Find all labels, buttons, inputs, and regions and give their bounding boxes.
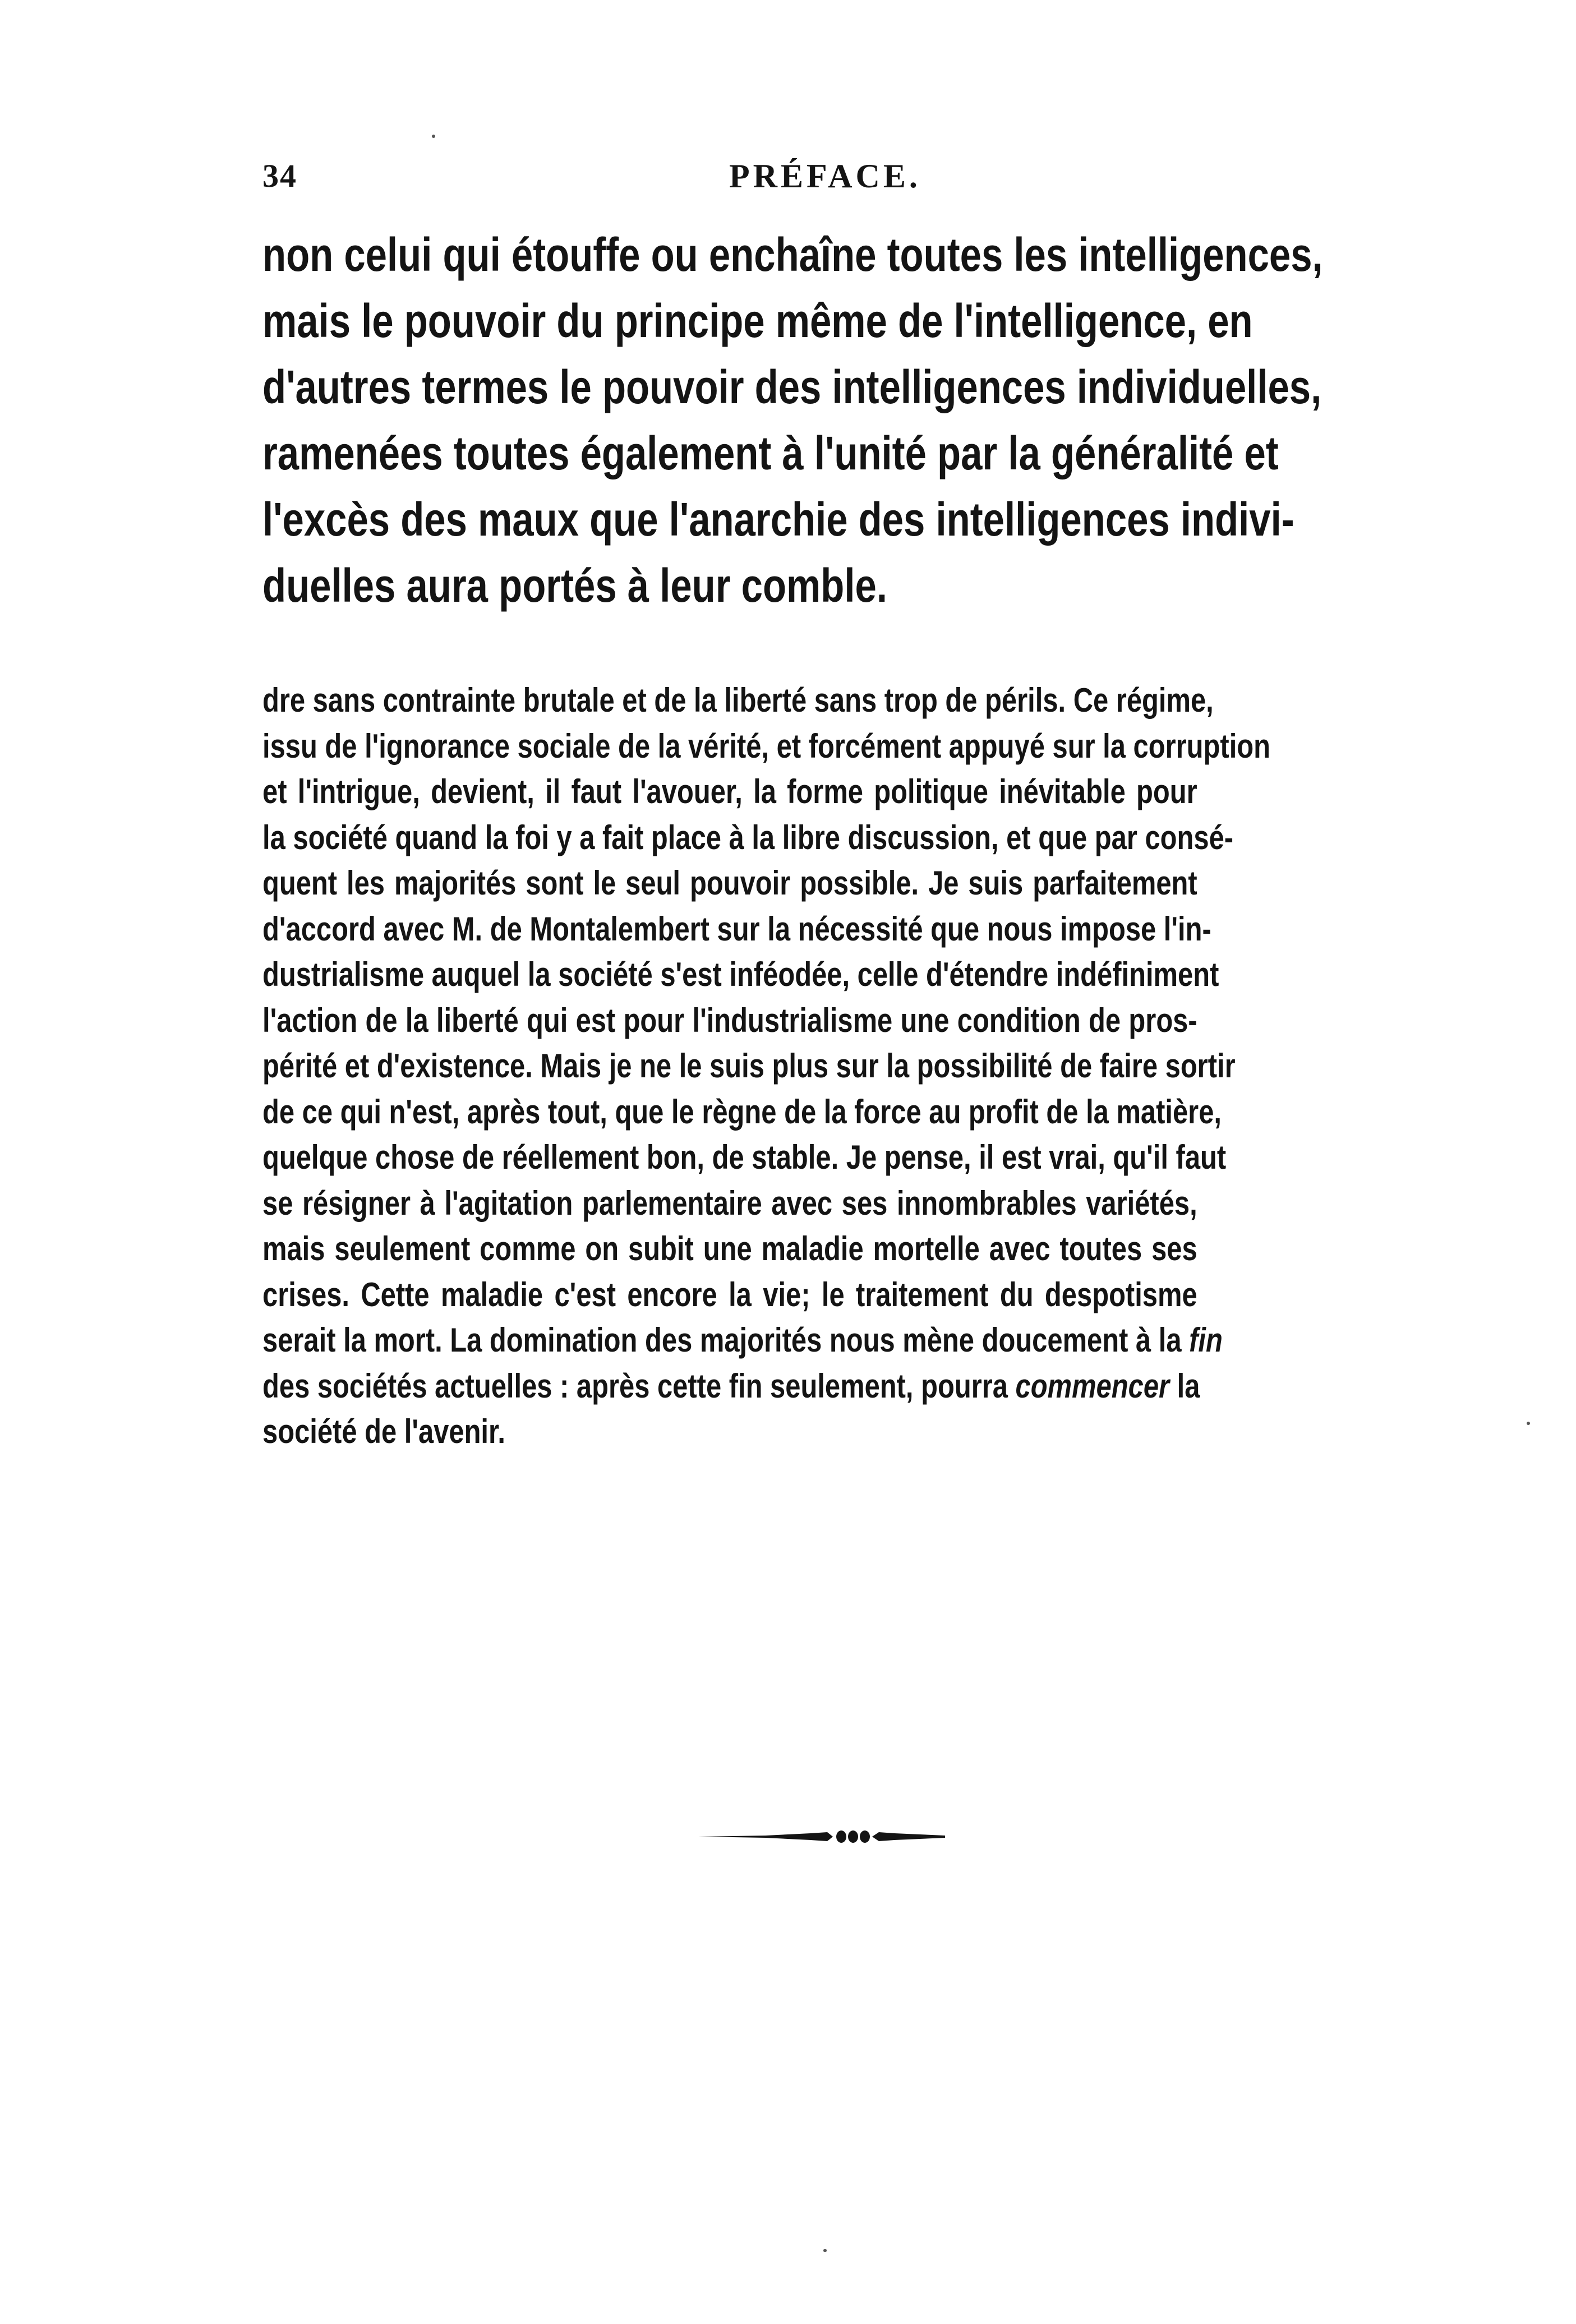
footnote-line: d'accord avec M. de Montalembert sur la nécessité que nous impose l'in-	[262, 910, 1211, 948]
main-text-line: l'excès des maux que l'anarchie des intelligences indivi-	[262, 493, 1294, 546]
footnote-line: crises. Cette maladie c'est encore la vie; le traitement du despotisme	[262, 1275, 1197, 1313]
tailpiece-ornament	[698, 1825, 945, 1848]
main-text-line: duelles aura portés à leur comble.	[262, 559, 887, 612]
footnote-line	[262, 1317, 1223, 1363]
footnote-line: et l'intrigue, devient, il faut l'avouer, la forme politique inévitable pour	[262, 773, 1197, 810]
footnote-line: quelque chose de réellement bon, de stable. Je pense, il est vrai, qu'il faut	[262, 1138, 1227, 1176]
main-text-block	[262, 222, 1323, 619]
footnote-line-text: la	[1169, 1367, 1200, 1405]
paper-speck	[432, 135, 435, 138]
footnote-line: périté et d'existence. Mais je ne le suis plus sur la possibilité de faire sortir	[262, 1047, 1236, 1085]
italic-word: fin	[1189, 1321, 1223, 1359]
footnote-line: l'action de la liberté qui est pour l'industrialisme une condition de pros-	[262, 1001, 1197, 1039]
main-text-line: non celui qui étouffe ou enchaîne toutes les intelligences,	[262, 228, 1323, 281]
footnote-line-text: serait la mort. La domination des majorités nous mène doucement à la	[262, 1321, 1190, 1359]
footnote-line: dre sans contrainte brutale et de la liberté sans trop de périls. Ce régime,	[262, 681, 1214, 719]
footnote-line: de ce qui n'est, après tout, que le règne de la force au profit de la matière,	[262, 1092, 1222, 1131]
footnote-line-text: des sociétés actuelles : après cette fin seulement, pourra	[262, 1367, 1016, 1405]
footnote-line: mais seulement comme on subit une maladie mortelle avec toutes ses	[262, 1230, 1197, 1267]
italic-word: commencer	[1015, 1367, 1170, 1405]
footnote-block	[262, 677, 1271, 1455]
footnote-line: issu de l'ignorance sociale de la vérité, et forcément appuyé sur la corruption	[262, 727, 1271, 765]
footnote-line: se résigner à l'agitation parlementaire avec ses innombrables variétés,	[262, 1184, 1197, 1222]
footnote-line: la société quand la foi y a fait place à la libre discussion, et que par consé-	[262, 818, 1234, 856]
main-text-line: d'autres termes le pouvoir des intelligences individuelles,	[262, 361, 1322, 413]
main-text-line: mais le pouvoir du principe même de l'intelligence, en	[262, 294, 1253, 347]
footnote-line	[262, 1363, 1200, 1409]
paper-speck	[823, 2249, 827, 2252]
main-text-line: ramenées toutes également à l'unité par la généralité et	[262, 427, 1279, 479]
paper-speck	[1527, 1422, 1530, 1425]
running-head: PRÉFACE.	[729, 158, 921, 195]
footnote-line: société de l'avenir.	[262, 1413, 505, 1450]
footnote-line: quent les majorités sont le seul pouvoir possible. Je suis parfaitement	[262, 864, 1197, 902]
page-number: 34	[262, 158, 297, 194]
footnote-line: dustrialisme auquel la société s'est inféodée, celle d'étendre indéfiniment	[262, 956, 1219, 993]
